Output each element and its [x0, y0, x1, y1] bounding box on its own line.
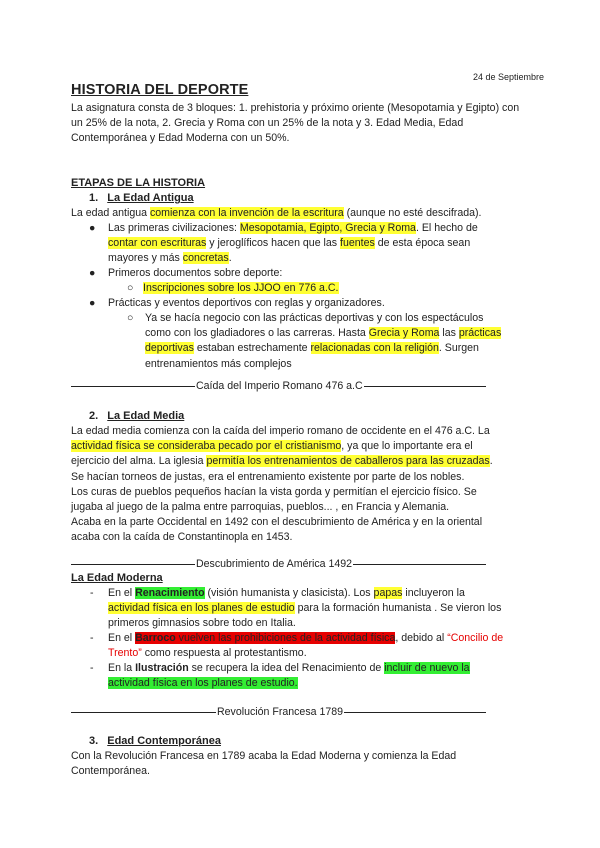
section-1-number: 1.	[89, 192, 99, 204]
section-2-heading	[89, 410, 184, 422]
separator-label: Revolución Francesa 1789	[217, 706, 344, 718]
list-item: En el Barroco vuelven las prohibiciones de la actividad física, debido al “Concilio de Trento” como respuesta al protestantismo.	[108, 632, 504, 660]
date-label: 24 de Septiembre	[472, 72, 544, 82]
sub-list-item: Inscripciones sobre los JJOO en 776 a.C.	[143, 282, 339, 294]
section-3-heading	[89, 735, 221, 747]
edad-contemporanea-paragraph: Con la Revolución Francesa en 1789 acaba la Edad Moderna y comienza la Edad Contemporánea.	[71, 750, 457, 778]
section-3-title: Edad Contemporánea	[107, 735, 221, 747]
list-item: Primeros documentos sobre deporte:	[108, 267, 283, 279]
etapas-heading: ETAPAS DE LA HISTORIA	[71, 177, 206, 189]
separator-label: Descubrimiento de América 1492	[196, 558, 353, 570]
section-3-number: 3.	[89, 735, 99, 747]
sub-list-item: Ya se hacía negocio con las prácticas deportivas y con los espectáculos como con los gladiadores o las carreras. Hasta Grecia y Roma las prácticas deportivas estaban estrechamente relacionadas con la religión. Surgen entrenamientos más complejos	[145, 312, 502, 370]
page-title: HISTORIA DEL DEPORTE	[71, 82, 249, 98]
bullet-icon: ●	[89, 297, 96, 309]
dash-icon: -	[90, 587, 94, 599]
section-1-title: La Edad Antigua	[107, 192, 194, 204]
sub-bullet-icon: ○	[127, 312, 134, 324]
edad-media-paragraph: La edad media comienza con la caída del imperio romano de occidente en el 476 a.C. La actividad física se consideraba pecado por el cristianismo, ya que lo importante era el ejercicio del alma. La iglesia permitía los entrenamientos de caballeros para las cruzadas. Se hacían torneos de justas, era el entrenamiento existente por parte de los nobles. Los curas de pueblos pequeños hacían la vista gorda y permitían el ejercicio físico. Se jugaba al juego de la palma entre parroquias, pueblos... , en Francia y Alemania. Acaba en la parte Occidental en 1492 con el descubrimiento de América y en la oriental acaba con la caída de Constantinopla en 1453.	[71, 425, 493, 544]
bullet-icon: ●	[89, 222, 96, 234]
section-2-title: La Edad Media	[107, 410, 185, 422]
dash-icon: -	[90, 662, 94, 674]
edad-antigua-intro: La edad antigua comienza con la invención de la escritura (aunque no esté descifrada).	[71, 207, 482, 219]
highlight: comienza con la invención de la escritura	[149, 207, 344, 219]
edad-moderna-heading: La Edad Moderna	[71, 572, 163, 584]
list-item: En la Ilustración se recupera la idea del Renacimiento de incluir de nuevo la actividad física en los planes de estudio.	[108, 662, 470, 690]
sub-bullet-icon: ○	[127, 282, 134, 294]
intro-paragraph: La asignatura consta de 3 bloques: 1. prehistoria y próximo oriente (Mesopotamia y Egipto) con un 25% de la nota, 2. Grecia y Roma con un 25% de la nota y 3. Edad Media, Edad Contemporánea y Edad Moderna con un 50%.	[71, 102, 520, 145]
separator-label: Caída del Imperio Romano 476 a.C	[196, 380, 363, 392]
list-item: Las primeras civilizaciones: Mesopotamia, Egipto, Grecia y Roma. El hecho de contar con escrituras y jeroglíficos hacen que las fuentes de esta época sean mayores y más concretas.	[108, 222, 478, 265]
dash-icon: -	[90, 632, 94, 644]
list-item: Prácticas y eventos deportivos con reglas y organizadores.	[108, 297, 385, 309]
list-item: En el Renacimiento (visión humanista y clasicista). Los papas incluyeron la actividad física en los planes de estudio para la formación humanista . Se vieron los primeros gimnasios sobre todo en Italia.	[108, 587, 502, 630]
section-2-number: 2.	[89, 410, 99, 422]
section-1-heading	[89, 192, 194, 204]
bullet-icon: ●	[89, 267, 96, 279]
